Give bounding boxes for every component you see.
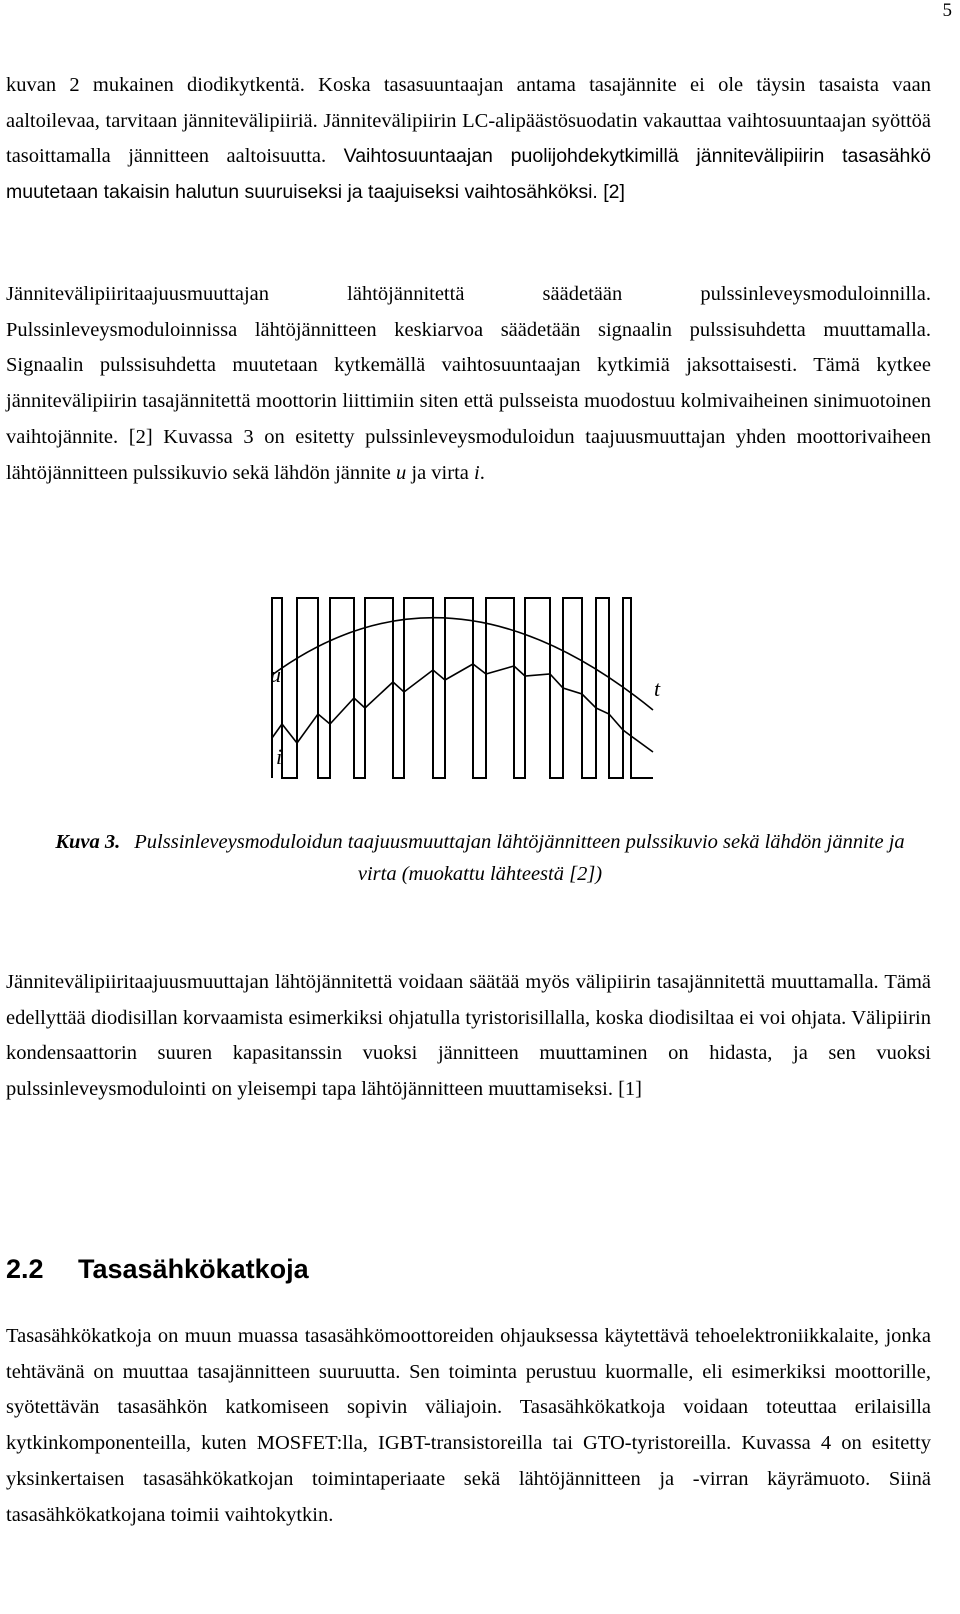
- paragraph-dc-chopper: Tasasähkökatkoja on muun muassa tasasähkömoottoreiden ohjauksessa käytettävä tehoelektroniikkalaite, jonka tehtävänä on muuttaa tasajännitteen suuruutta. Sen toiminta perustuu kuormalle, eli esimerkiksi moottorille, syötettävän tasasähkön katkomiseen sopivin väliajoin. Tasasähkökatkoja voidaan toteuttaa erilaisilla kytkinkomponenteilla, kuten MOSFET:lla, IGBT-transistoreilla tai GTO-tyristoreilla. Kuvassa 4 on esitetty yksinkertaisen tasasähkökatkojan toimintaperiaate sekä lähtöjännitteen ja -virran käyrämuoto. Siinä tasasähkökatkojana toimii vaihtokytkin.: [6, 1325, 931, 1526]
- paragraph-text: Jännitevälipiiritaajuusmuuttajan lähtöjännitettä säädetään pulssinleveysmoduloinnilla. Pulssinleveysmoduloinnissa lähtöjännitteen keskiarvoa säädetään signaalin pulssisuhdetta muuttamalla. Signaalin pulssisuhdetta muutetaan kytkemällä vaihtosuuntaajan kytkimiä jaksottaisesti. Tämä kytkee jännitevälipiirin tasajännitettä moottorin liittimiin siten että pulsseista muodostuu kolmivaiheinen sinimuotoinen vaihtojännite. [2] Kuvassa 3 on esitetty pulssinleveysmoduloidun taajuusmuuttajan yhden moottorivaiheen lähtöjännitteen pulssikuvio sekä lähdön jännite: [6, 283, 931, 484]
- label-t: t: [654, 676, 661, 701]
- paragraph-dc-link-voltage: Jännitevälipiiritaajuusmuuttajan lähtöjännitettä voidaan säätää myös välipiirin tasajännitettä muuttamalla. Tämä edellyttää diodisillan korvaamista esimerkiksi ohjatulla tyristorisillalla, koska diodisiltaa ei voi ohjata. Välipiirin kondensaattorin suuren kapasitanssin vuoksi jännitteen muuttaminen on hidasta, ja sen vuoksi pulssinleveysmodulointi on yleisempi tapa lähtöjännitteen muuttamiseksi. [1]: [6, 971, 931, 1101]
- symbol-i: i: [474, 461, 480, 484]
- pwm-pulse-figure: [260, 590, 680, 830]
- paragraph-text: kuvan 2 mukainen diodikytkentä. Koska tasasuuntaajan antama tasajännite ei ole täysin tasaista vaan aaltoilevaa, tarvitaan jännitevälipiiriä. Jännitevälipiirin LC-alipäästösuodatin vakauttaa vaihtosuuntaajan syöttöä tasoittamalla jännitteen aaltoisuutta.: [6, 74, 931, 168]
- figure-caption: [40, 826, 920, 890]
- section-number: 2.2: [6, 1254, 44, 1284]
- paragraph-pwm: [6, 277, 931, 491]
- caption-label: Kuva 3.: [55, 831, 121, 853]
- paragraph-text: .: [479, 461, 485, 484]
- pwm-pulse-train: [272, 598, 653, 778]
- page-number: 5: [942, 0, 952, 21]
- pwm-waveform-diagram: [260, 590, 680, 830]
- label-u: u: [270, 662, 281, 687]
- symbol-u: u: [396, 461, 407, 484]
- section-title: Tasasähkökatkoja: [78, 1254, 309, 1284]
- caption-text: Pulssinleveysmoduloidun taajuusmuuttajan lähtöjännitteen pulssikuvio sekä lähdön jännite ja virta (muokattu lähteestä [2]): [134, 831, 905, 885]
- label-i: i: [276, 744, 283, 769]
- paragraph-text-sans: Vaihtosuuntaajan puolijohdekytkimillä jännitevälipiirin tasasähkö muutetaan takaisin halutun suuruiseksi ja taajuiseksi vaihtosähköksi. [2]: [6, 145, 931, 204]
- section-heading: [6, 1252, 309, 1286]
- paragraph-diode-bridge: [6, 68, 931, 211]
- paragraph-text: ja virta: [406, 461, 474, 484]
